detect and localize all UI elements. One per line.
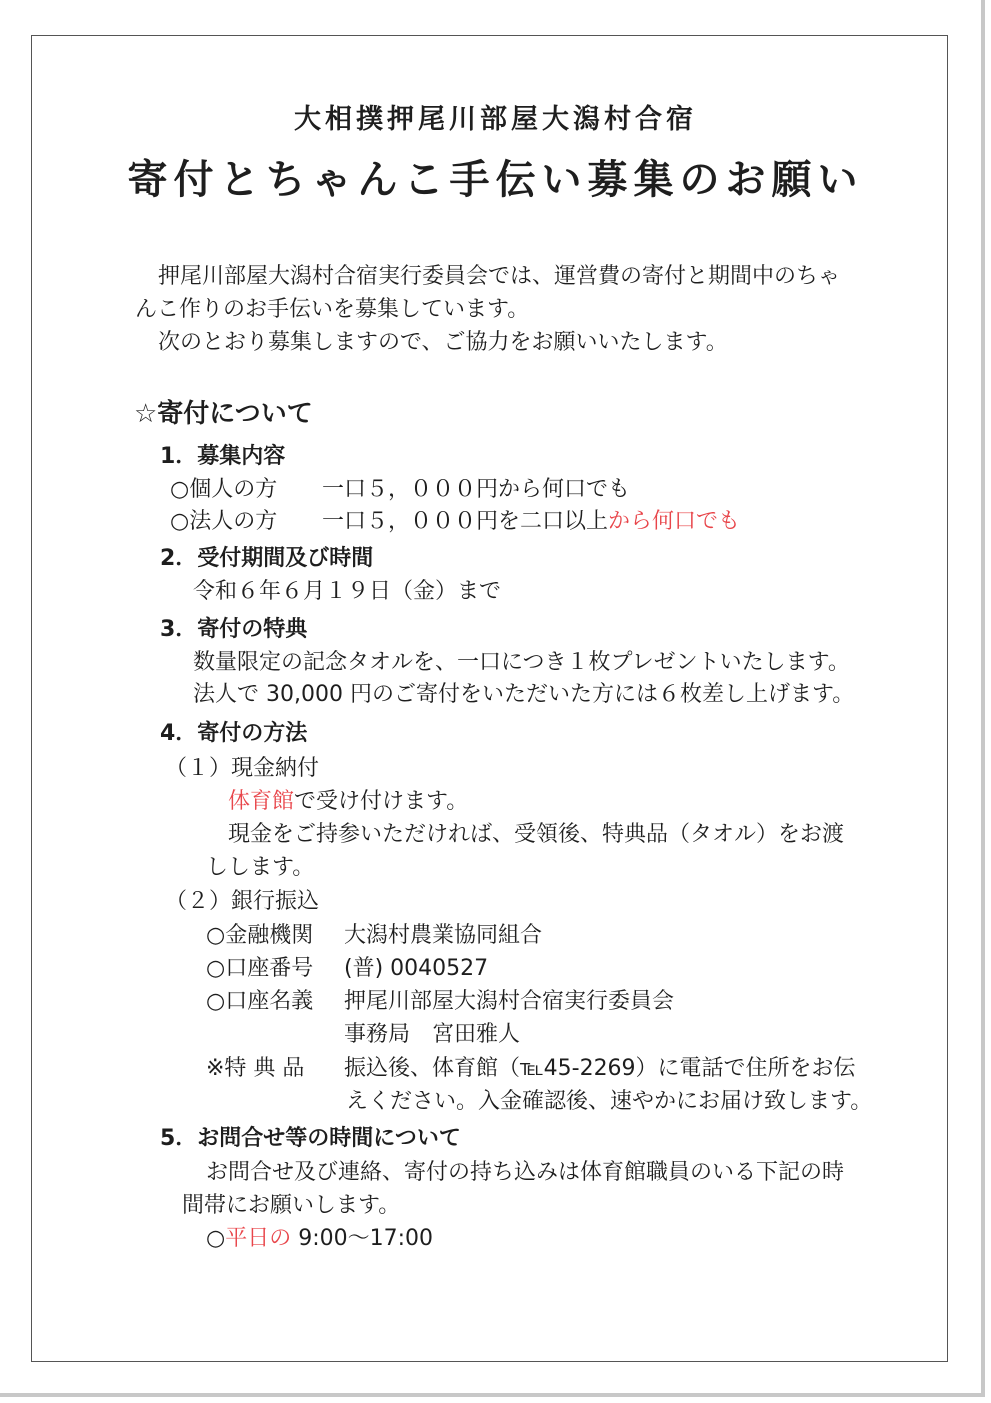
bank-benefit-row xyxy=(206,1054,856,1084)
gymnasium-highlight: 体育館 xyxy=(228,789,295,814)
bank-benefit-line-2: えください。入金確認後、速やかにお届け致します。 xyxy=(346,1089,873,1114)
bank-account-name-value: 押尾川部屋大潟村合宿実行委員会 xyxy=(344,989,675,1014)
corporate-text-highlight: から何口でも xyxy=(608,509,741,534)
cash-payment-line-1 xyxy=(228,787,468,817)
item-contact-heading: 5．お問合せ等の時間について xyxy=(160,1126,461,1151)
document-title: 寄付とちゃんこ手伝い募集のお願い xyxy=(127,157,864,203)
bank-account-name-row xyxy=(206,987,674,1017)
bank-account-number-value: (普) 0040527 xyxy=(344,956,489,981)
bank-benefit-line-1: 振込後、体育館（℡45-2269）に電話で住所をお伝 xyxy=(344,1056,856,1081)
bank-institution-row xyxy=(206,921,542,951)
bank-account-number-label: ○口座番号 xyxy=(206,956,314,981)
contact-hours-time: 9:00～17:00 xyxy=(291,1226,434,1251)
benefit-line-2: 法人で 30,000 円のご寄付をいただいた方には６枚差し上げます。 xyxy=(193,682,855,707)
individual-row xyxy=(170,475,630,505)
period-text: 令和６年６月１９日（金）まで xyxy=(193,579,502,604)
donation-section-heading: ☆寄付について xyxy=(134,399,313,429)
cash-payment-line-1-rest: で受け付けます。 xyxy=(294,789,469,814)
cash-payment-line-3: しします。 xyxy=(206,855,315,880)
cash-payment-label: （１）現金納付 xyxy=(165,756,320,781)
item-content-heading: 1．募集内容 xyxy=(160,444,286,469)
contact-line-1: お問合せ及び連絡、寄付の持ち込みは体育館職員のいる下記の時 xyxy=(206,1160,845,1185)
bank-institution-label: ○金融機関 xyxy=(206,923,314,948)
item-method-heading: 4．寄付の方法 xyxy=(160,721,308,746)
intro-line-3: 次のとおり募集しますので、ご協力をお願いいたします。 xyxy=(158,330,728,355)
intro-line-2: んこ作りのお手伝いを募集しています。 xyxy=(135,297,530,322)
cash-payment-line-2: 現金をご持参いただければ、受領後、特典品（タオル）をお渡 xyxy=(228,822,845,847)
contact-line-2: 間帯にお願いします。 xyxy=(182,1193,401,1218)
contact-hours-bullet: ○ xyxy=(206,1226,226,1251)
bank-benefit-label: ※特 典 品 xyxy=(206,1056,305,1081)
bank-transfer-label: （２）銀行振込 xyxy=(165,889,320,914)
intro-line-1: 押尾川部屋大潟村合宿実行委員会では、運営費の寄付と期間中のちゃ xyxy=(158,264,841,289)
individual-label: ○個人の方 xyxy=(170,477,278,502)
corporate-text: 一口５，０００円を二口以上 xyxy=(322,509,609,534)
bank-account-name-line-2: 事務局 宮田雅人 xyxy=(344,1022,521,1047)
corporate-row xyxy=(170,507,740,537)
document-subtitle: 大相撲押尾川部屋大潟村合宿 xyxy=(294,104,697,135)
individual-text: 一口５，０００円から何口でも xyxy=(322,477,631,502)
item-period-heading: 2．受付期間及び時間 xyxy=(160,546,374,571)
bank-account-name-label: ○口座名義 xyxy=(206,989,314,1014)
contact-hours-row xyxy=(206,1224,433,1254)
bank-institution-value: 大潟村農業協同組合 xyxy=(344,923,543,948)
corporate-label: ○法人の方 xyxy=(170,509,278,534)
contact-hours-weekday: 平日の xyxy=(225,1226,292,1251)
item-benefit-heading: 3．寄付の特典 xyxy=(160,617,308,642)
bank-account-number-row xyxy=(206,954,488,984)
benefit-line-1: 数量限定の記念タオルを、一口につき１枚プレゼントいたします。 xyxy=(193,650,850,675)
